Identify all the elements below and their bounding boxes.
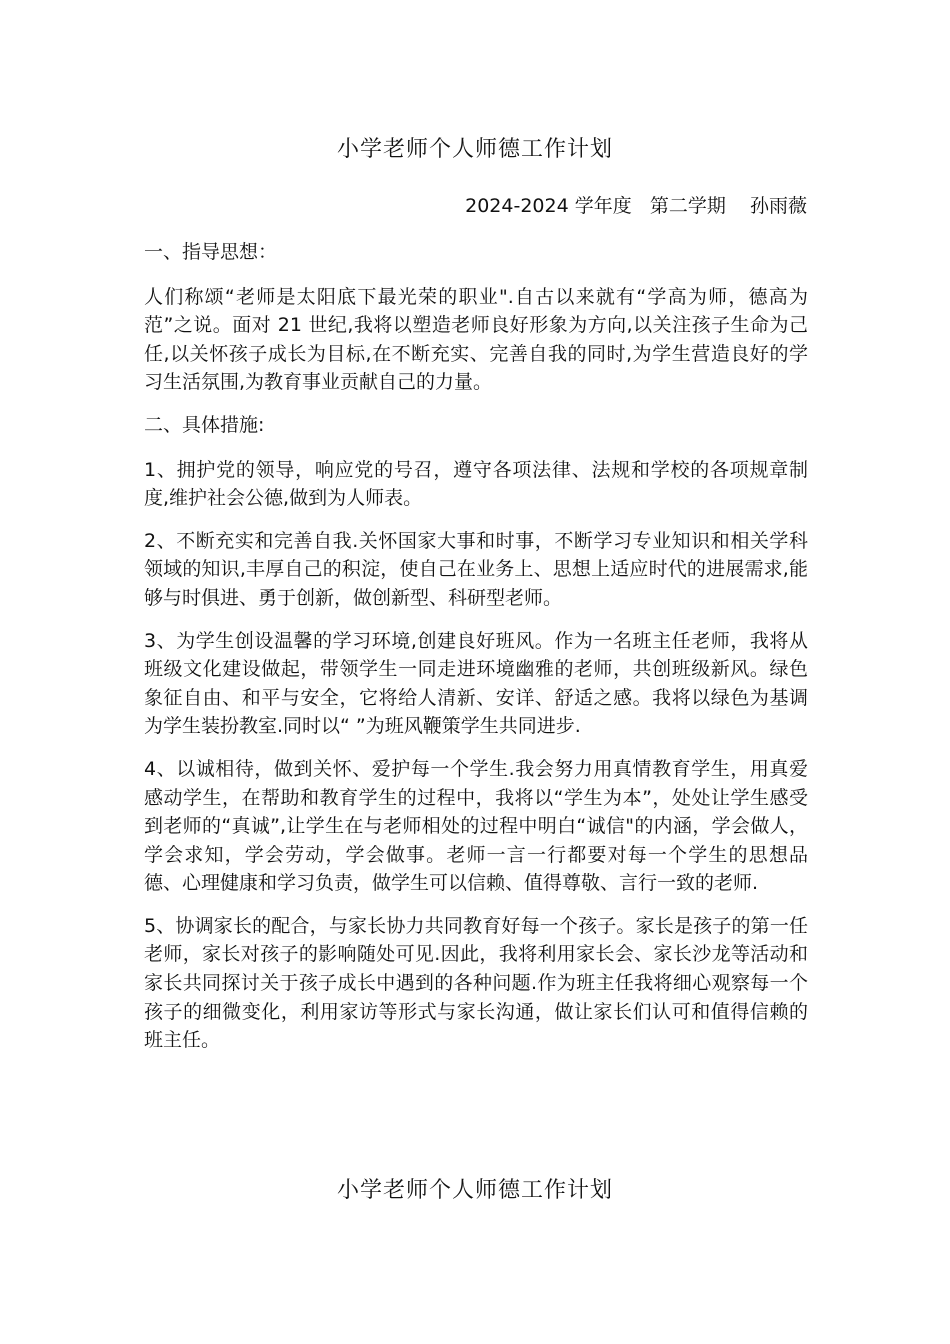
section-heading-guiding-thought: 一、指导思想： bbox=[144, 241, 278, 263]
document-title: 小学老师个人师德工作计划 bbox=[336, 137, 613, 162]
measure-item-5: 5、协调家长的配合，与家长协力共同教育好每一个孩子。家长是孩子的第一任老师，家长对孩子的影响随处可见.因此，我将利用家长会、家长沙龙等活动和家长共同探讨关于孩子成长中遇到的各种问题.作为班主任我将细心观察每一个孩子的细微变化，利用家访等形式与家长沟通，做让家长们认可和值得信赖的班主任。 bbox=[144, 914, 808, 1052]
measure-item-3: 3、为学生创设温馨的学习环境,创建良好班风。作为一名班主任老师，我将从班级文化建设做起，带领学生一同走进环境幽雅的老师，共创班级新风。绿色象征自由、和平与安全，它将给人清新、安详、舒适之感。我将以绿色为基调为学生装扮教室.同时以“ ”为班风鞭策学生共同进步. bbox=[144, 629, 808, 738]
measure-item-4: 4、以诚相待，做到关怀、爱护每一个学生.我会努力用真情教育学生，用真爱感动学生，在帮助和教育学生的过程中，我将以“学生为本”，处处让学生感受到老师的“真诚”,让学生在与老师相处的过程中明白“诚信"的内涵，学会做人，学会求知，学会劳动，学会做事。老师一言一行都要对每一个学生的思想品德、心理健康和学习负责，做学生可以信赖、值得尊敬、言行一致的老师. bbox=[144, 757, 808, 895]
measure-item-1: 1、拥护党的领导，响应党的号召，遵守各项法律、法规和学校的各项规章制度,维护社会公德,做到为人师表。 bbox=[144, 458, 808, 510]
section-heading-measures: 二、具体措施: bbox=[144, 413, 265, 436]
document-meta: 2024-2024 学年度 第二学期 孙雨薇 bbox=[465, 195, 807, 217]
document-body bbox=[144, 238, 808, 1069]
document-title-repeat: 小学老师个人师德工作计划 bbox=[336, 1178, 613, 1203]
measure-item-2: 2、不断充实和完善自我.关怀国家大事和时事，不断学习专业知识和相关学科领域的知识,丰厚自己的积淀，使自己在业务上、思想上适应时代的进展需求,能够与时俱进、勇于创新，做创新型、科研型老师。 bbox=[144, 529, 808, 609]
paragraph-guiding-thought: 人们称颂“老师是太阳底下最光荣的职业".自古以来就有“学高为师，德高为范”之说。面对 21 世纪,我将以塑造老师良好形象为方向,以关注孩子生命为己任,以关怀孩子成长为目标,在不断充实、完善自我的同时,为学生营造良好的学习生活氛围,为教育事业贡献自己的力量。 bbox=[144, 285, 808, 394]
